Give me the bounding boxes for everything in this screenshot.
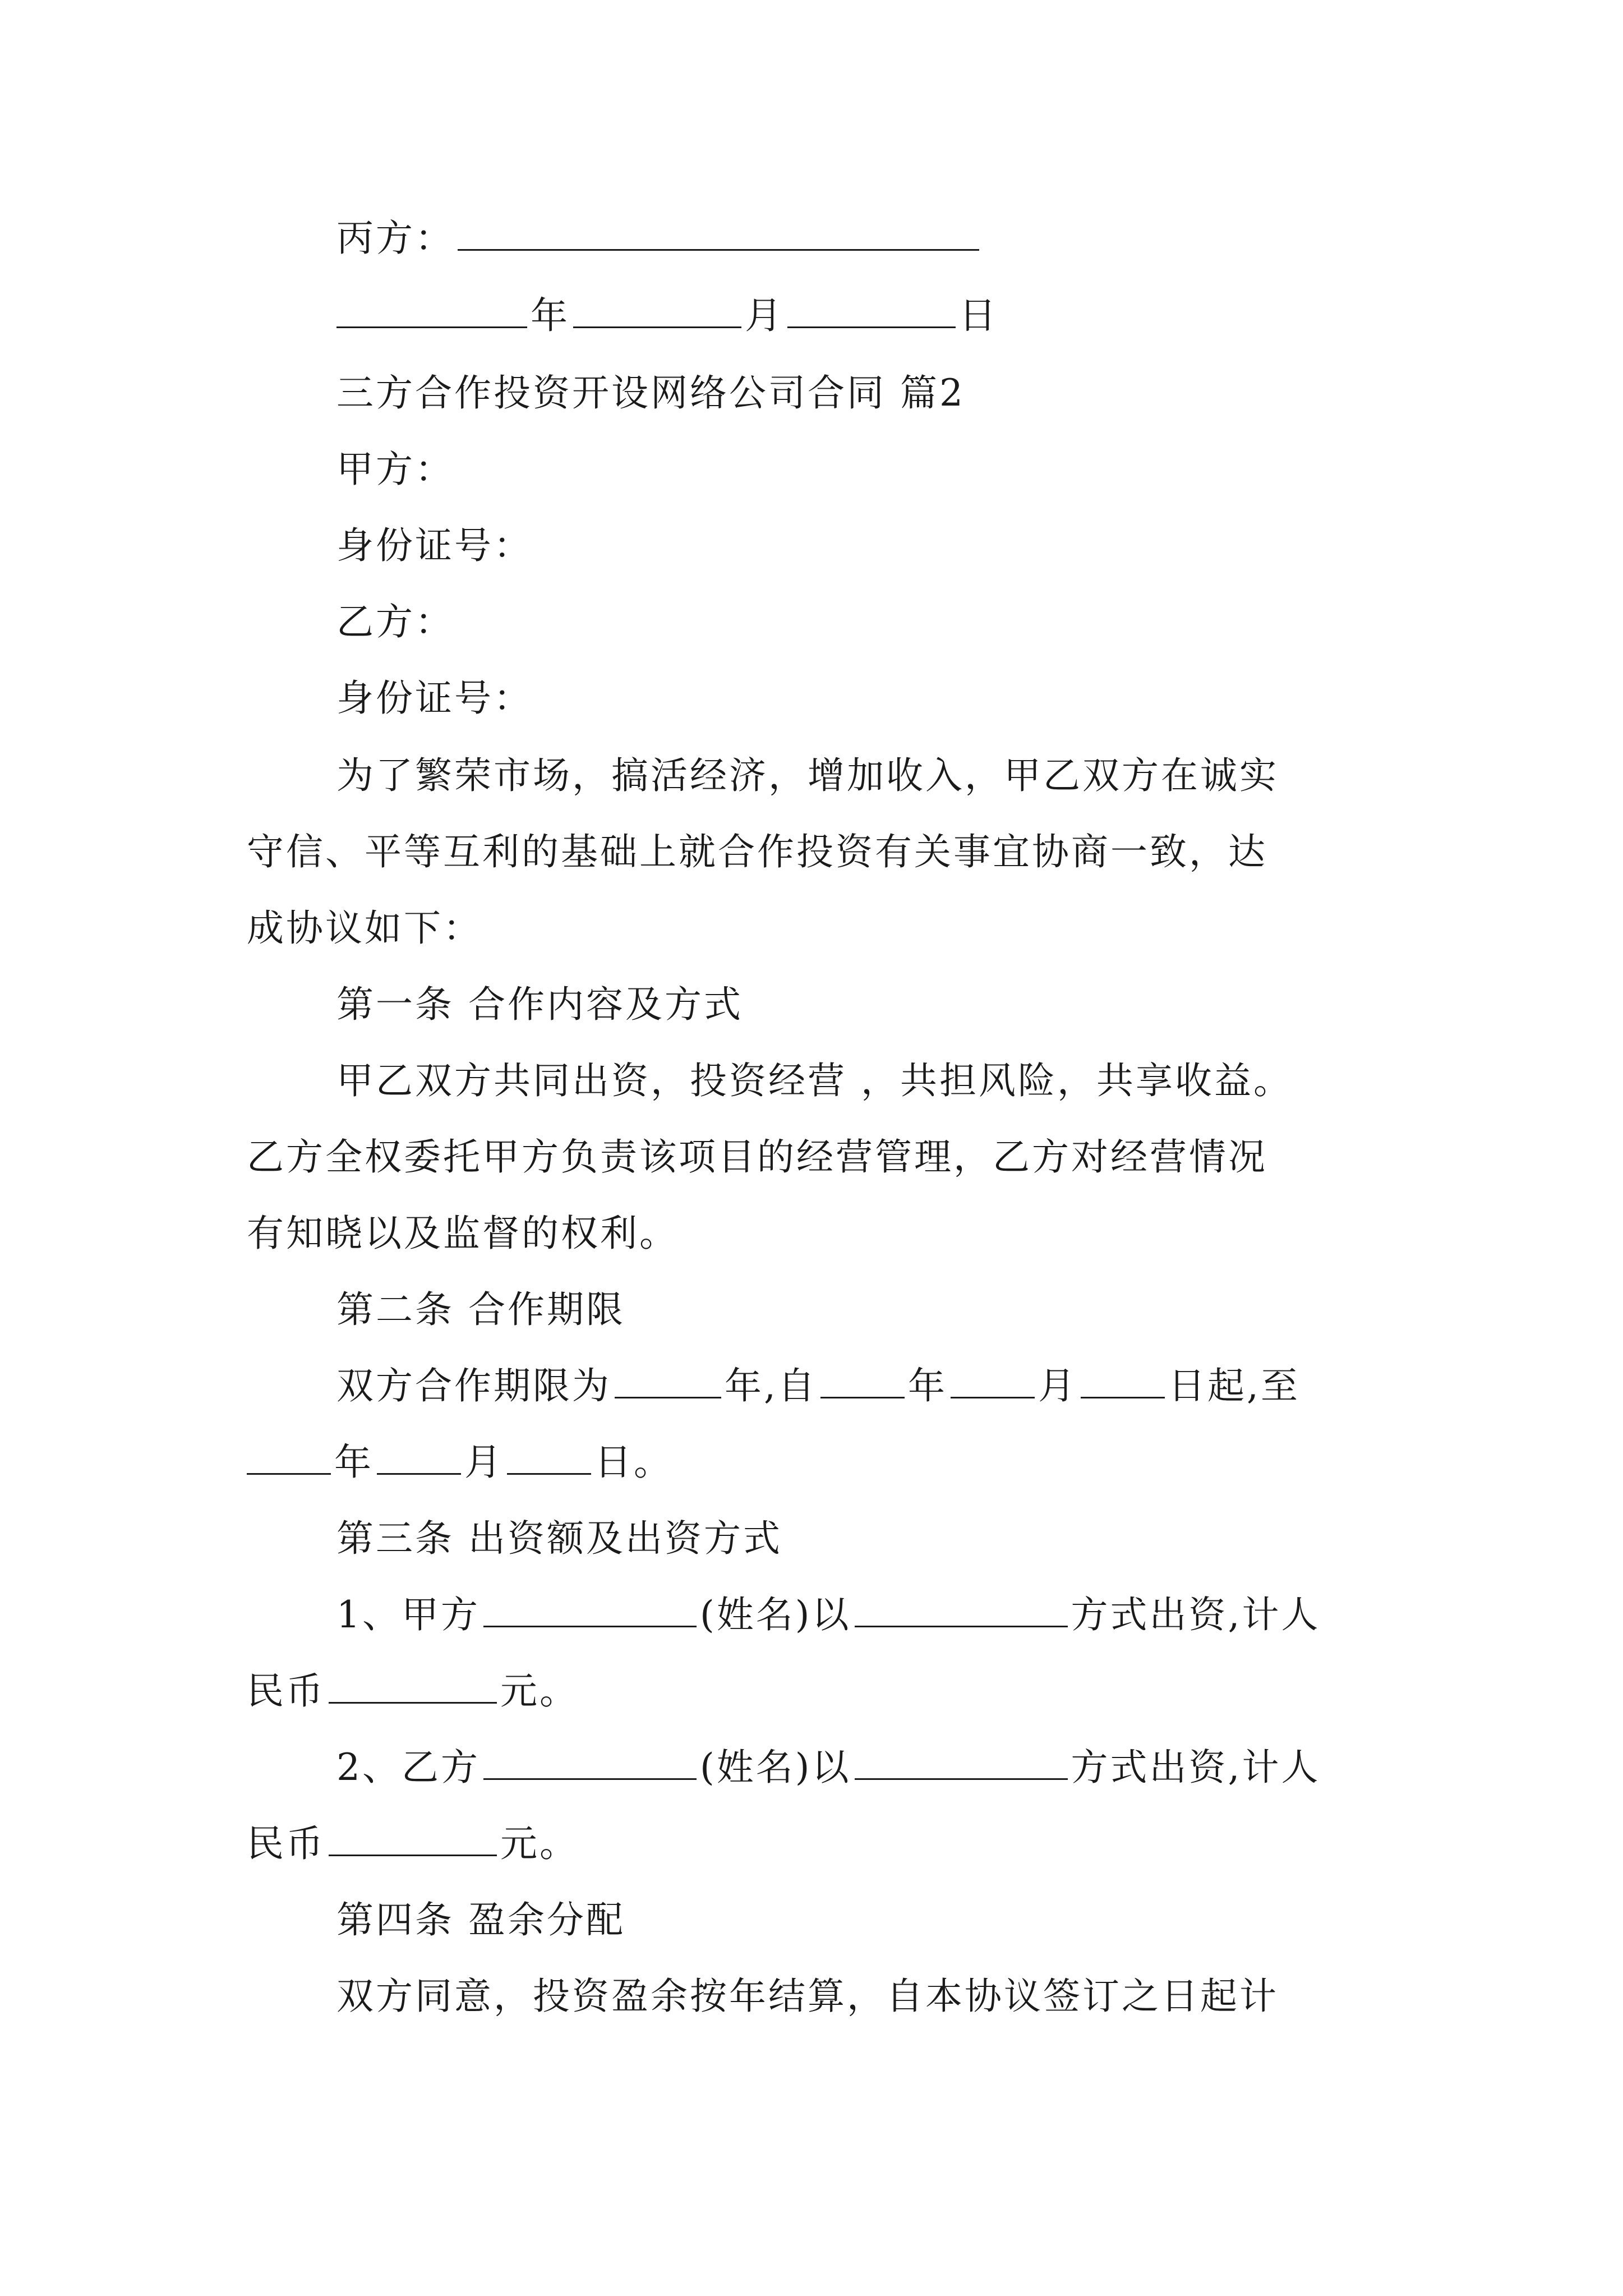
party-a-id-label: 身份证号： (336, 524, 533, 567)
party-c-signature-line (336, 217, 983, 260)
year-label: 年 (531, 294, 570, 337)
end-year-blank (247, 1444, 331, 1475)
party-b-label: 乙方： (336, 600, 454, 643)
end-day-blank (507, 1444, 591, 1475)
day-blank (787, 297, 956, 328)
article-4-line-1: 双方同意，投资盈余按年结算，自本协议签订之日起计 (336, 1975, 1279, 2018)
item-2-name-blank (483, 1749, 697, 1780)
start-month-blank (951, 1368, 1035, 1398)
item-1-prefix: 1、甲方 (336, 1593, 480, 1636)
article-1-heading: 第一条 合作内容及方式 (336, 983, 743, 1026)
term-text-e: 日起,至 (1168, 1364, 1300, 1407)
year-blank (336, 297, 527, 328)
party-c-blank (458, 220, 979, 251)
item-1-line-2-prefix: 民币 (247, 1669, 325, 1713)
article-2-line-2 (247, 1441, 673, 1484)
item-2-suffix: 方式出资,计人 (1071, 1746, 1321, 1789)
item-2-prefix: 2、乙方 (336, 1746, 480, 1789)
article-3-item-1-line-1 (336, 1593, 1321, 1636)
term-years-blank (615, 1368, 721, 1398)
article-1-line-3: 有知晓以及监督的权利。 (247, 1212, 679, 1255)
intro-line-2: 守信、平等互利的基础上就合作投资有关事宜协商一致，达 (247, 830, 1267, 873)
month-blank (573, 297, 741, 328)
start-day-blank (1081, 1368, 1165, 1398)
intro-line-3: 成协议如下： (247, 907, 482, 950)
article-2-line-1 (336, 1364, 1300, 1407)
article-3-heading: 第三条 出资额及出资方式 (336, 1517, 782, 1560)
party-c-label: 丙方： (336, 217, 454, 260)
item-2-mid: (姓名)以 (700, 1746, 851, 1789)
item-1-method-blank (855, 1596, 1068, 1627)
term-text-d: 月 (1038, 1364, 1077, 1407)
term-text-h: 日。 (594, 1441, 673, 1484)
item-1-amount-blank (329, 1673, 497, 1704)
term-text-a: 双方合作期限为 (336, 1364, 611, 1407)
signing-date-line (336, 294, 998, 337)
item-2-method-blank (855, 1749, 1068, 1780)
start-year-blank (820, 1368, 905, 1398)
article-2-heading: 第二条 合作期限 (336, 1288, 625, 1331)
article-3-item-2-line-1 (336, 1746, 1321, 1789)
item-1-name-blank (483, 1596, 697, 1627)
day-label: 日 (959, 294, 998, 337)
party-b-id-label: 身份证号： (336, 677, 533, 720)
article-4-heading: 第四条 盈余分配 (336, 1898, 625, 1941)
item-2-line-2-prefix: 民币 (247, 1822, 325, 1865)
article-3-item-2-line-2 (247, 1822, 579, 1865)
article-3-item-1-line-2 (247, 1669, 579, 1713)
term-text-b: 年,自 (725, 1364, 817, 1407)
item-2-amount-blank (329, 1825, 497, 1856)
term-text-g: 月 (464, 1441, 504, 1484)
month-label: 月 (745, 294, 784, 337)
term-text-c: 年 (907, 1364, 947, 1407)
item-1-mid: (姓名)以 (700, 1593, 851, 1636)
item-1-line-2-suffix: 元。 (500, 1669, 579, 1713)
party-a-label: 甲方： (336, 448, 454, 491)
end-month-blank (377, 1444, 461, 1475)
intro-line-1: 为了繁荣市场，搞活经济，增加收入，甲乙双方在诚实 (336, 754, 1279, 797)
item-2-line-2-suffix: 元。 (500, 1822, 579, 1865)
article-1-line-1: 甲乙双方共同出资，投资经营 ，共担风险，共享收益。 (336, 1059, 1293, 1102)
term-text-f: 年 (334, 1441, 374, 1484)
article-1-line-2: 乙方全权委托甲方负责该项目的经营管理，乙方对经营情况 (247, 1135, 1267, 1179)
contract-title: 三方合作投资开设网络公司合同 篇2 (336, 371, 965, 415)
item-1-suffix: 方式出资,计人 (1071, 1593, 1321, 1636)
